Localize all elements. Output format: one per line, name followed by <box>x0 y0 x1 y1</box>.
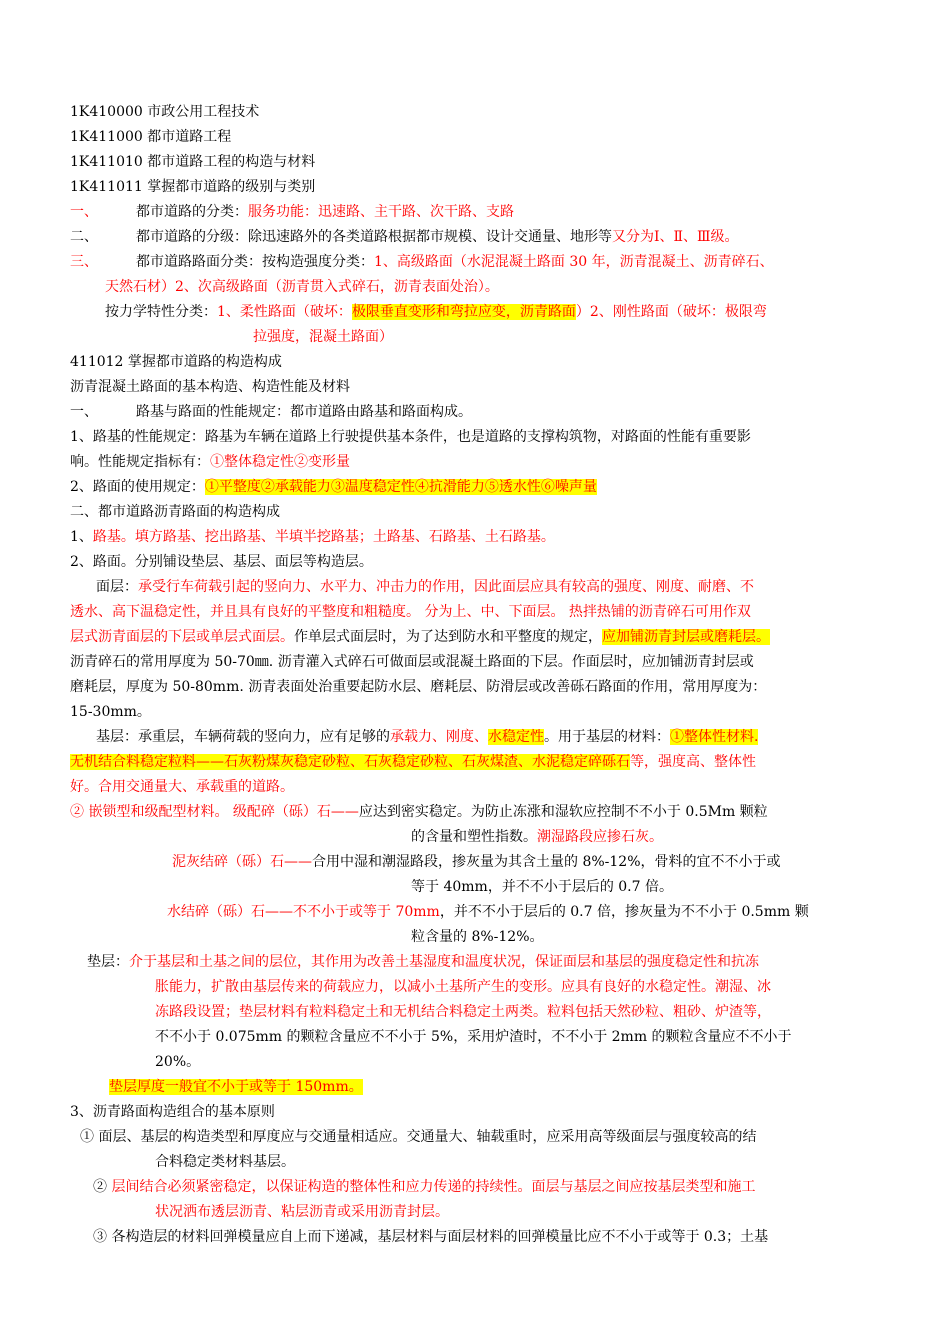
text-line <box>411 927 544 947</box>
text-run: 层间结合必须紧密稳定，以保证构造的整体性和应力传递的持续性。面层与基层之间应按基层类型和施工 <box>111 1179 756 1195</box>
text-line <box>70 527 555 547</box>
text-line <box>70 1102 275 1122</box>
text-line <box>70 802 768 822</box>
text-run: 合用中湿和潮湿路段，掺灰量为其含土量的 8%-12%，骨料的宜不不小于或 <box>312 854 781 870</box>
text-run: 潮湿路段应掺石灰。 <box>537 829 663 845</box>
text-run: 都市道路的分级：除迅速路外的各类道路根据都市规模、设计交通量、地形等 <box>136 229 612 245</box>
text-run: 都市道路的分类： <box>136 204 248 220</box>
text-run: ①整体性材料. <box>670 729 759 745</box>
text-line <box>105 277 499 297</box>
text-line <box>70 552 373 572</box>
text-run: 1K411000 都市道路工程 <box>70 129 232 145</box>
text-run: 沥青混凝土路面的基本构造、构造性能及材料 <box>70 379 350 395</box>
text-run: ，并不不小于层后的 0.7 倍，掺灰量为不不小于 0.5mm 颗 <box>439 904 809 920</box>
text-run: 2、路面。分别铺设垫层、基层、面层等构造层。 <box>70 554 373 570</box>
text-run: 1K410000 市政公用工程技术 <box>70 104 260 120</box>
text-line <box>70 252 774 272</box>
text-line <box>167 902 809 922</box>
text-run: 沥青碎石的常用厚度为 50-70㎜. 沥青灌入式碎石可做面层或混凝土路面的下层。作面层时，应加铺沥青封层或 <box>70 654 754 670</box>
text-run: 的含量和塑性指数。 <box>411 829 537 845</box>
text-run: 响。性能规定指标有： <box>70 454 210 470</box>
text-line <box>70 427 751 447</box>
text-line <box>70 652 754 672</box>
text-line <box>70 102 259 122</box>
text-run: 好。合用交通量大、承载重的道路。 <box>70 779 294 795</box>
text-run: 2、路面的使用规定： <box>70 479 205 495</box>
text-run: 基层：承重层，车辆荷载的竖向力，应有足够的 <box>96 729 390 745</box>
text-line <box>96 577 754 597</box>
text-line <box>70 377 350 397</box>
text-line <box>70 702 151 722</box>
text-run: 级配碎（砾）石—— <box>228 804 359 820</box>
text-line <box>93 1227 768 1247</box>
text-run: 应达到密实稳定。为防止冻涨和湿软应控制不不小于 0.5Mm 颗粒 <box>358 804 768 820</box>
text-run: 服务功能：迅速路、主干路、次干路、支路 <box>248 204 514 220</box>
text-line <box>70 402 472 422</box>
text-run: 按力学特性分类： <box>105 304 217 320</box>
text-run: 411012 掌握都市道路的构造构成 <box>70 354 282 370</box>
text-line <box>105 302 767 322</box>
text-line <box>70 677 766 697</box>
text-run: 不不小于 0.075mm 的颗粒含量应不不小于 5%，采用炉渣时，不不小于 2mm 的颗粒含量应不不小于 <box>155 1029 792 1045</box>
text-run: 泥灰结碎（砾）石—— <box>172 854 312 870</box>
text-run: 水结碎（砾）石——不不小于或等于 70mm <box>167 904 440 920</box>
text-line <box>172 852 781 872</box>
text-run: 一、 <box>70 204 98 220</box>
text-run: 1、路基的性能规定：路基为车辆在道路上行驶提供基本条件，也是道路的支撑构筑物，对路面的性能有重要影 <box>70 429 751 445</box>
text-run: 胀能力，扩散由基层传来的荷载应力，以减小土基所产生的变形。应具有良好的水稳定性。潮湿、冰 <box>155 979 771 995</box>
text-run: ③ 各构造层的材料回弹模量应自上而下递减，基层材料与面层材料的回弹模量比应不不小于或等于 0.3；土基 <box>93 1229 769 1245</box>
text-line <box>80 1127 756 1147</box>
text-run: 无机结合料稳定粒料——石灰粉煤灰稳定砂粒、石灰稳定砂粒、石灰煤渣、水泥稳定碎砾石 <box>70 754 630 770</box>
text-run: 三、 <box>70 254 98 270</box>
text-run: 磨耗层，厚度为 50-80mm. 沥青表面处治重要起防水层、磨耗层、防滑层或改善砾石路面的作用，常用厚度为： <box>70 679 767 695</box>
text-run: 介于基层和土基之间的层位，其作用为改善土基湿度和温度状况，保证面层和基层的强度稳定性和抗冻 <box>129 954 759 970</box>
text-run: 路基与路面的性能规定：都市道路由路基和路面构成。 <box>136 404 472 420</box>
text-run: 20%。 <box>155 1054 201 1070</box>
text-line <box>155 1027 792 1047</box>
text-run: 1K411011 掌握都市道路的级别与类别 <box>70 179 316 195</box>
text-run: 又分为Ⅰ、Ⅱ、Ⅲ级。 <box>612 229 739 245</box>
text-line <box>70 452 350 472</box>
text-run: 天然石材）2、次高级路面（沥青贯入式碎石，沥青表面处治）。 <box>105 279 499 295</box>
text-line <box>70 352 282 372</box>
text-run: 1、柔性路面（破坏： <box>217 304 352 320</box>
text-line <box>155 1202 449 1222</box>
text-run: 等于 40mm，并不不小于层后的 0.7 倍。 <box>411 879 673 895</box>
text-run: 一、 <box>70 404 98 420</box>
text-run: 拉强度，混凝土路面） <box>253 329 393 345</box>
text-run: 粒含量的 8%-12%。 <box>411 929 544 945</box>
text-line <box>96 727 758 747</box>
text-run: 极限垂直变形和弯拉应变，沥青路面 <box>351 304 576 320</box>
text-line <box>70 627 770 647</box>
text-run: ）2、刚性路面（破坏：极限弯 <box>575 304 767 320</box>
text-run: 合料稳定类材料基层。 <box>155 1154 295 1170</box>
text-line <box>70 177 315 197</box>
text-line <box>253 327 393 347</box>
text-run: 承受行车荷载引起的竖向力、水平力、冲击力的作用，因此面层应具有较高的强度、刚度、耐磨、不 <box>138 579 754 595</box>
text-run: ①整体稳定性②变形量 <box>210 454 350 470</box>
text-line <box>70 477 597 497</box>
text-line <box>70 502 280 522</box>
text-line <box>155 1052 200 1072</box>
text-run: 作单层式面层时，为了达到防水和平整度的规定， <box>294 629 602 645</box>
text-run: 应加铺沥青封层或磨耗层。 <box>602 629 770 645</box>
text-line <box>155 1152 295 1172</box>
text-run: 二、 <box>70 229 98 245</box>
text-run: ② 嵌锁型和级配型材料。 <box>70 804 229 820</box>
text-run: 面层： <box>96 579 138 595</box>
text-run: 承载力、刚度、 <box>390 729 488 745</box>
text-run: 垫层厚度一般宜不小于或等于 150mm。 <box>109 1079 363 1095</box>
text-run: 层式沥青面层的下层或单层式面层。 <box>70 629 294 645</box>
text-run: 二、都市道路沥青路面的构造构成 <box>70 504 280 520</box>
text-run: 水稳定性 <box>488 729 544 745</box>
text-line <box>70 202 514 222</box>
text-run: 。用于基层的材料： <box>544 729 670 745</box>
text-run: 冻路段设置；垫层材料有粒料稳定土和无机结合料稳定土两类。粒料包括天然砂粒、粗砂、炉渣等， <box>155 1004 771 1020</box>
text-run: 都市道路路面分类：按构造强度分类： <box>136 254 374 270</box>
text-run: 垫层： <box>87 954 129 970</box>
text-run: 1K411010 都市道路工程的构造与材料 <box>70 154 316 170</box>
text-run: ① 面层、基层的构造类型和厚度应与交通量相适应。交通量大、轴载重时，应采用高等级面层与强度较高的结 <box>80 1129 757 1145</box>
text-run: 路基。填方路基、挖出路基、半填半挖路基；土路基、石路基、土石路基。 <box>92 529 555 545</box>
text-line <box>155 1002 771 1022</box>
text-run: 等，强度高、整体性 <box>630 754 756 770</box>
text-line <box>109 1077 363 1097</box>
text-run: ② <box>93 1179 112 1195</box>
text-run: 透水、高下温稳定性，并且具有良好的平整度和粗糙度。 分为上、中、下面层。 热拌热铺的沥青碎石可用作双 <box>70 604 751 620</box>
text-line <box>93 1177 755 1197</box>
text-line <box>70 127 231 147</box>
text-line <box>70 752 756 772</box>
text-line <box>70 777 294 797</box>
text-line <box>70 227 739 247</box>
text-line <box>155 977 771 997</box>
text-line <box>87 952 759 972</box>
text-line <box>70 602 751 622</box>
text-run: 1、高级路面（水泥混凝土路面 30 年，沥青混凝土、沥青碎石、 <box>374 254 774 270</box>
text-run: ①平整度②承载能力③温度稳定性④抗滑能力⑤透水性⑥噪声量 <box>204 479 597 495</box>
text-line <box>411 877 673 897</box>
text-run: 3、沥青路面构造组合的基本原则 <box>70 1104 275 1120</box>
text-line <box>411 827 663 847</box>
text-run: 15-30mm。 <box>70 704 151 720</box>
text-line <box>70 152 315 172</box>
text-run: 状况洒布透层沥青、粘层沥青或采用沥青封层。 <box>155 1204 449 1220</box>
text-run: 1、 <box>70 529 93 545</box>
